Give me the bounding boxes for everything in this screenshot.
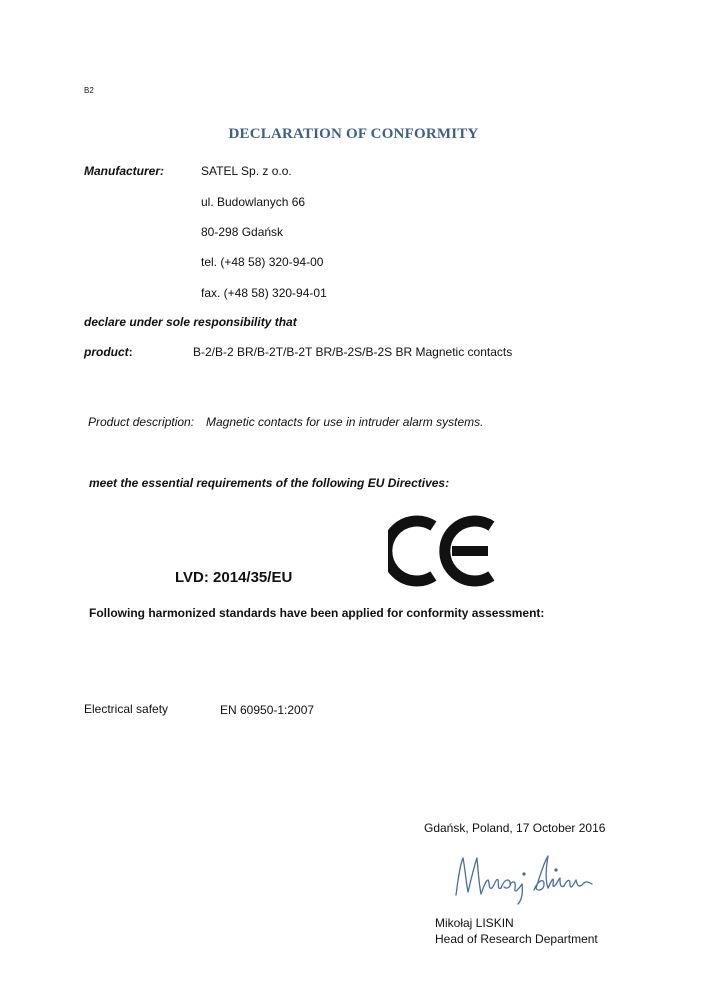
manufacturer-city: 80-298 Gdańsk xyxy=(201,225,284,239)
standard-category: Electrical safety xyxy=(84,702,169,716)
signatory-name: Mikołaj LISKIN xyxy=(435,916,514,930)
manufacturer-street: ul. Budowlanych 66 xyxy=(201,195,306,209)
ce-mark-e-bar xyxy=(452,546,488,556)
requirements-heading: meet the essential requirements of the following EU Directives: xyxy=(89,476,450,490)
standard-number: EN 60950-1:2007 xyxy=(220,703,315,717)
manufacturer-fax: fax. (+48 58) 320-94-01 xyxy=(201,286,327,300)
signature-image xyxy=(452,850,597,905)
ce-mark-icon xyxy=(388,512,498,590)
product-description-value: Magnetic contacts for use in intruder alarm systems. xyxy=(206,415,484,429)
declaration-statement: declare under sole responsibility that xyxy=(84,315,297,329)
signatory-position: Head of Research Department xyxy=(435,932,598,946)
document-title: DECLARATION OF CONFORMITY xyxy=(228,126,479,142)
product-label-group xyxy=(84,345,133,359)
product-value: B-2/B-2 BR/B-2T/B-2T BR/B-2S/B-2S BR Magnetic contacts xyxy=(193,345,513,359)
manufacturer-name: SATEL Sp. z o.o. xyxy=(201,164,292,178)
ce-mark-c-shape xyxy=(388,521,433,581)
standards-heading: Following harmonized standards have been applied for conformity assessment: xyxy=(89,606,545,620)
product-label-colon: : xyxy=(128,345,133,359)
product-label: product xyxy=(84,345,129,359)
manufacturer-label: Manufacturer: xyxy=(84,164,165,178)
directive-lvd: LVD: 2014/35/EU xyxy=(175,569,293,586)
product-description-label: Product description: xyxy=(88,415,195,429)
place-date: Gdańsk, Poland, 17 October 2016 xyxy=(424,821,606,835)
document-code: B2 xyxy=(84,86,94,95)
manufacturer-tel: tel. (+48 58) 320-94-00 xyxy=(201,255,324,269)
